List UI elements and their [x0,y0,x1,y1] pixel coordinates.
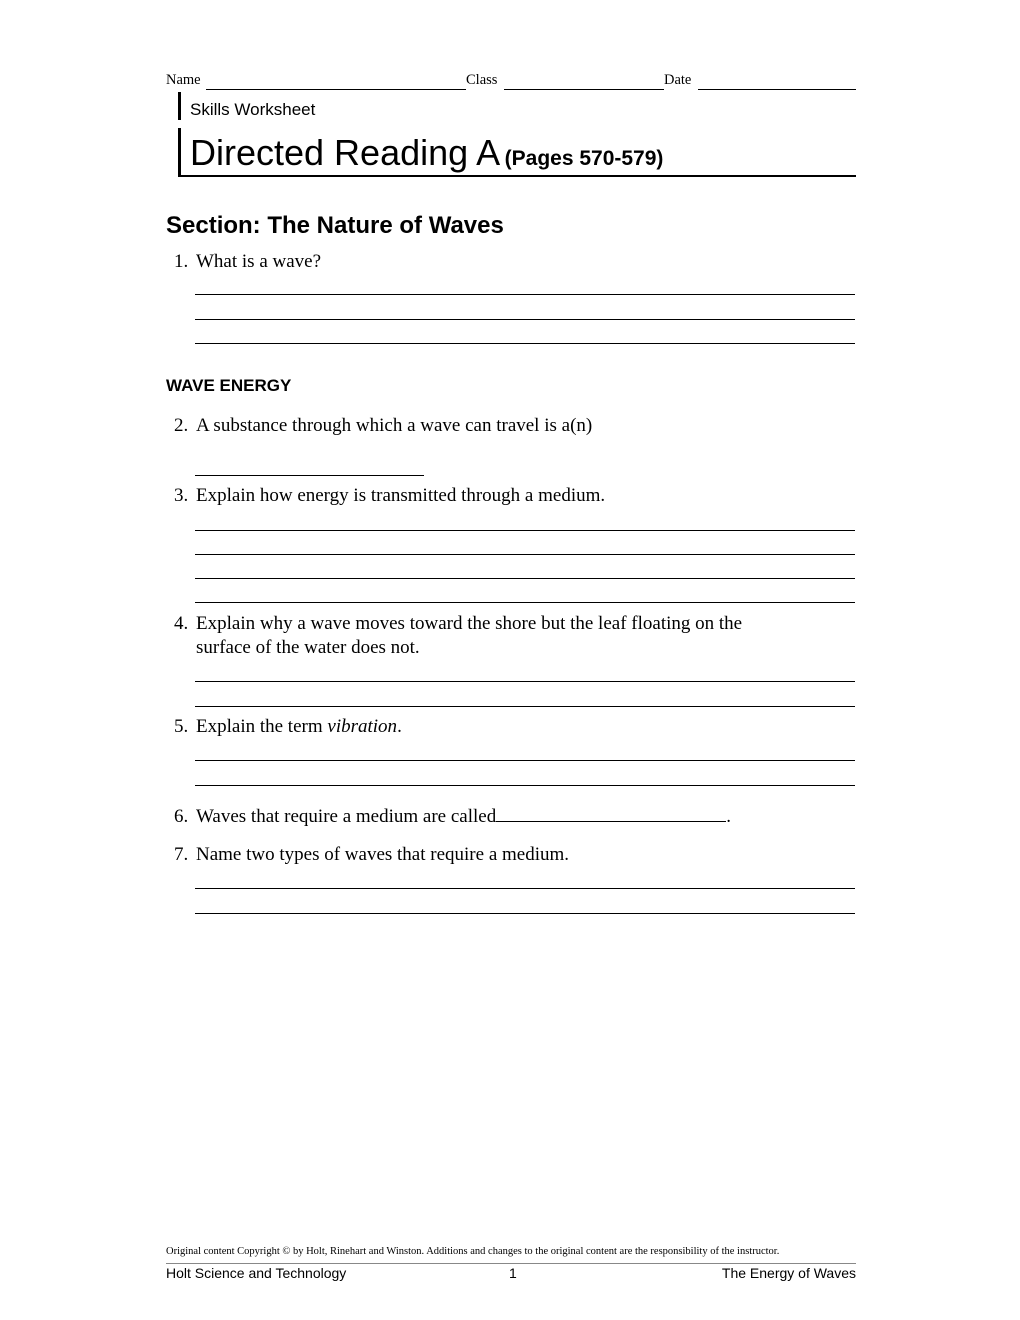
date-label: Date [664,72,692,88]
answer-line-7a[interactable] [195,888,855,889]
title-text: Directed Reading A [190,132,501,173]
answer-line-5a[interactable] [195,760,855,761]
question-3: 3. Explain how energy is transmitted through a medium. [174,485,606,506]
title-bar [178,128,181,177]
answer-line-1c[interactable] [195,343,855,344]
answer-line-4a[interactable] [195,681,855,682]
date-field[interactable] [698,89,856,90]
name-field[interactable] [206,89,466,90]
answer-line-4b[interactable] [195,706,855,707]
answer-line-7b[interactable] [195,913,855,914]
question-5: 5. Explain the term vibration. [174,716,402,737]
answer-line-3b[interactable] [195,554,855,555]
footer-chapter: The Energy of Waves [721,1265,856,1281]
question-1: 1. What is a wave? [174,251,322,272]
answer-line-1b[interactable] [195,319,855,320]
question-2: 2. A substance through which a wave can travel is a(n) [174,415,593,436]
footer-rule [166,1263,856,1264]
question-6: 6. Waves that require a medium are called . [174,803,731,829]
subheading: WAVE ENERGY [166,376,292,395]
footer-page-number: 1 [509,1265,517,1281]
answer-line-1a[interactable] [195,294,855,295]
copyright-notice: Original content Copyright © by Holt, Rinehart and Winston. Additions and changes to the original content are the responsibility of the instructor. [166,1246,780,1257]
title-rule [178,175,856,177]
answer-line-3c[interactable] [195,578,855,579]
class-field[interactable] [504,89,664,90]
answer-blank-6[interactable] [496,803,726,822]
answer-line-3a[interactable] [195,530,855,531]
sheet-type: Skills Worksheet [190,100,316,119]
student-info-row [166,72,856,92]
class-label: Class [466,72,498,88]
question-7: 7. Name two types of waves that require a medium. [174,844,570,865]
term-vibration: vibration [327,716,398,737]
title-pages: (Pages 570-579) [504,147,664,170]
answer-line-5b[interactable] [195,785,855,786]
answer-line-3d[interactable] [195,602,855,603]
name-label: Name [166,72,201,88]
section-title: Section: The Nature of Waves [166,212,504,239]
footer-publisher: Holt Science and Technology [166,1265,347,1281]
question-4: 4. Explain why a wave moves toward the shore but the leaf floating on the surface of the water does not. [174,613,743,658]
sheet-type-bar [178,92,181,120]
answer-blank-2[interactable] [195,475,424,476]
page-title [190,132,663,174]
